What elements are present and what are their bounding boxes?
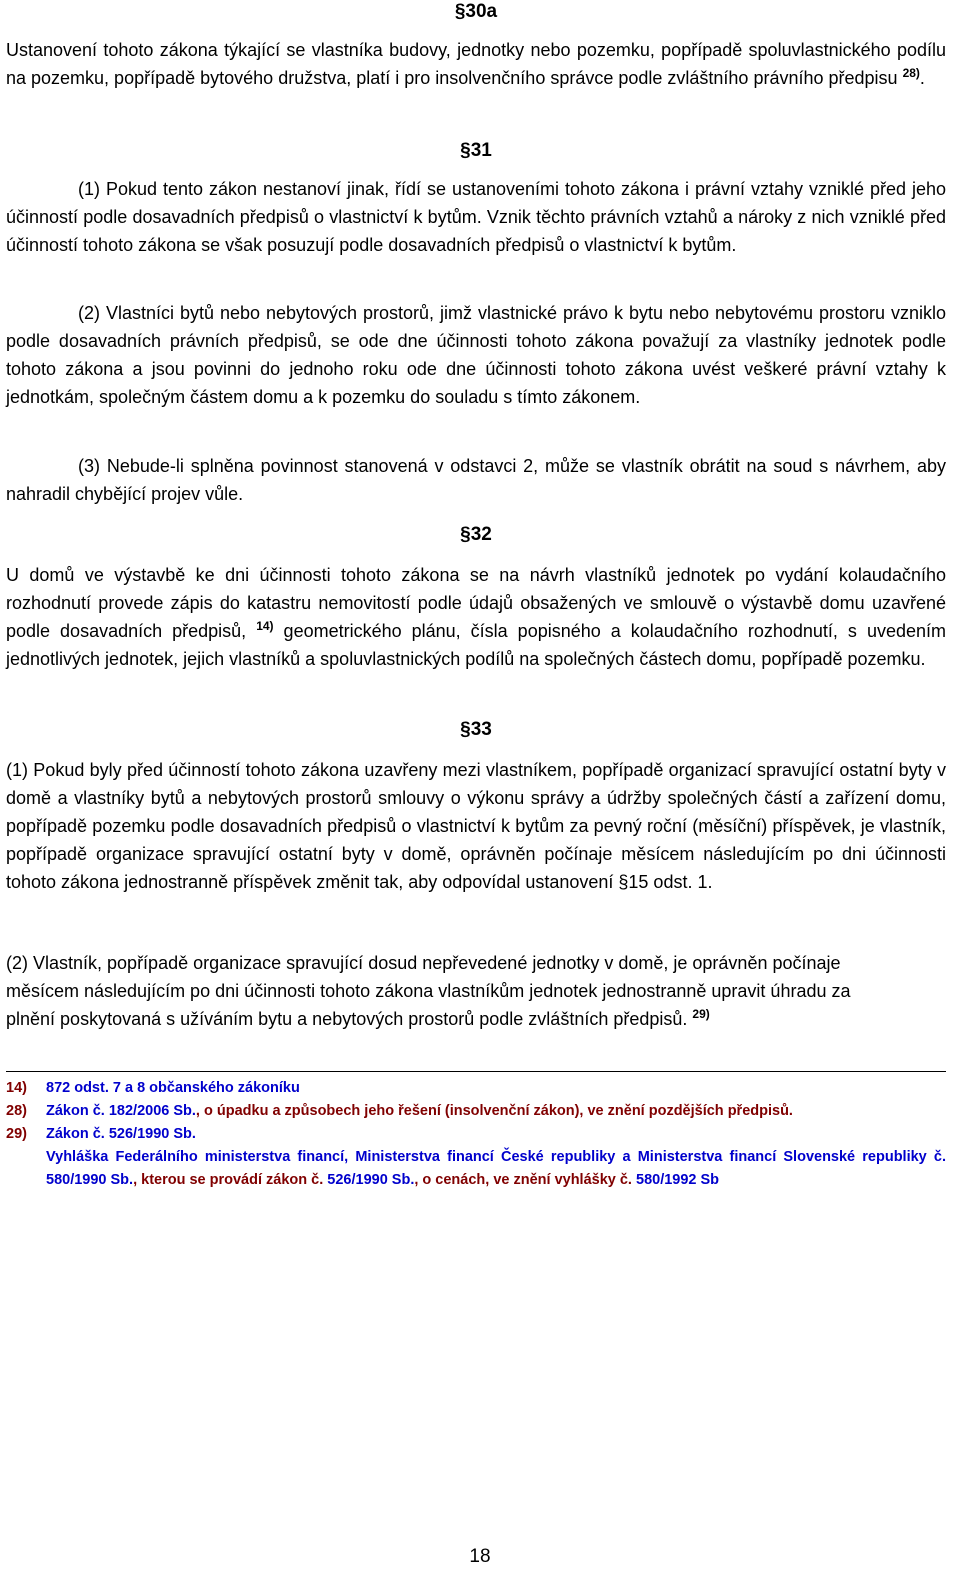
footnote-28-link[interactable]: Zákon č. 182/2006 Sb.	[46, 1103, 196, 1119]
footnote-29-link[interactable]: Zákon č. 526/1990 Sb.	[46, 1126, 196, 1142]
footnote-28-text: , o úpadku a způsobech jeho řešení (insolvenční zákon), ve znění pozdějších předpisů.	[195, 1103, 793, 1119]
section-32-body-b: geometrického plánu, čísla popisného a kolaudačního rozhodnutí, s uvedením jednotlivých jednotek, jejich vlastníků a spoluvlastnických podílů na společných částech domu, popřípadě pozemku.	[6, 621, 946, 669]
section-31-paragraph-2: (2) Vlastníci bytů nebo nebytových prostorů, jimž vlastnické právo k bytu nebo nebytovému prostoru vzniklo podle dosavadních právních předpisů, se ode dne účinnosti tohoto zákona považují za vlastníky jednotek podle tohoto zákona a jsou povinni do jednoho roku ode dne účinnosti tohoto zákona uvést veškeré právní vztahy k jednotkám, společným částem domu a k pozemku do souladu s tímto zákonem.	[6, 303, 946, 407]
footnote-divider	[6, 1071, 946, 1072]
section-32-body-a: U domů ve výstavbě ke dni účinnosti tohoto zákona se na návrh vlastníků jednotek po vydání kolaudačního rozhodnutí provede zápis do katastru nemovitostí podle údajů obsažených ve smlouvě o výstavbě domu uzavřené podle dosavadních předpisů,	[6, 565, 946, 641]
footnote-29	[6, 1123, 946, 1146]
section-31-paragraph-1: (1) Pokud tento zákon nestanoví jinak, řídí se ustanoveními tohoto zákona i právní vztahy vzniklé před jeho účinností podle dosavadních předpisů o vlastnictví k bytům. Vznik těchto právních vztahů a nároky z nich vzniklé před účinností tohoto zákona se však posuzují podle dosavadních předpisů o vlastnictví k bytům.	[6, 179, 946, 255]
section-heading-33: §33	[460, 719, 492, 740]
page-number: 18	[469, 1546, 491, 1567]
footnote-29-decree2-link[interactable]: 580/1992 Sb	[636, 1172, 720, 1188]
section-heading-30a: §30a	[454, 1, 498, 22]
footnote-ref-14[interactable]: 14)	[256, 619, 274, 633]
footnote-14	[6, 1077, 946, 1100]
section-33-paragraph-1: (1) Pokud byly před účinností tohoto zákona uzavřeny mezi vlastníkem, popřípadě organizací spravující ostatní byty v domě a vlastníky bytů a nebytových prostorů smlouvy o výkonu správy a údržby společných částí a zařízení domu, popřípadě pozemku podle dosavadních předpisů o vlastnictví k bytům za pevný roční (měsíční) příspěvek, je vlastník, popřípadě organizace spravující ostatní byty v domě, oprávněn počínaje měsícem následujícím po dni účinnosti tohoto zákona jednostranně příspěvek změnit tak, aby odpovídal ustanovení §15 odst. 1.	[6, 760, 946, 892]
footnote-29-text-b: , o cenách, ve znění vyhlášky č.	[414, 1172, 636, 1188]
section-30a-text	[6, 36, 946, 92]
section-31-paragraph-3: (3) Nebude-li splněna povinnost stanovená v odstavci 2, může se vlastník obrátit na soud s návrhem, aby nahradil chybějící projev vůle.	[6, 456, 946, 504]
footnote-number: 28)	[6, 1103, 27, 1119]
footnote-29-text-a: , kterou se provádí zákon č.	[133, 1172, 328, 1188]
footnote-29-decree-link[interactable]: Vyhláška Federálního ministerstva financí, Ministerstva financí České republiky a Ministerstva financí Slovenské republiky č. 580/1990 Sb.	[46, 1149, 946, 1188]
footnote-14-link[interactable]: 872 odst. 7 a 8 občanského zákoníku	[46, 1080, 300, 1096]
footnote-29-law-link[interactable]: 526/1990 Sb.	[327, 1172, 415, 1188]
footnote-number: 14)	[6, 1080, 27, 1096]
section-30a-end: .	[919, 68, 925, 88]
section-30a-body: Ustanovení tohoto zákona týkající se vlastníka budovy, jednotky nebo pozemku, popřípadě spoluvlastnického podílu na pozemku, popřípadě bytového družstva, platí i pro insolvenčního správce podle zvláštního právního předpisu	[6, 40, 946, 88]
section-33-paragraph-2-body: (2) Vlastník, popřípadě organizace spravující dosud nepřevedené jednotky v domě, je oprávněn počínaje měsícem následujícím po dni účinnosti tohoto zákona vlastníkům jednotek jednostranně upravit úhradu za plnění poskytovaná s užíváním bytu a nebytových prostorů podle zvláštních předpisů.	[6, 953, 851, 1029]
footnote-ref-29[interactable]: 29)	[692, 1007, 710, 1021]
footnote-ref-28[interactable]: 28)	[902, 66, 920, 80]
footnote-28	[6, 1100, 946, 1123]
section-33-paragraph-2	[6, 949, 886, 1033]
section-heading-32: §32	[460, 524, 492, 545]
footnote-29-continuation	[6, 1146, 946, 1192]
section-heading-31: §31	[460, 140, 492, 161]
section-32-text	[6, 561, 946, 673]
footnote-number: 29)	[6, 1126, 27, 1142]
